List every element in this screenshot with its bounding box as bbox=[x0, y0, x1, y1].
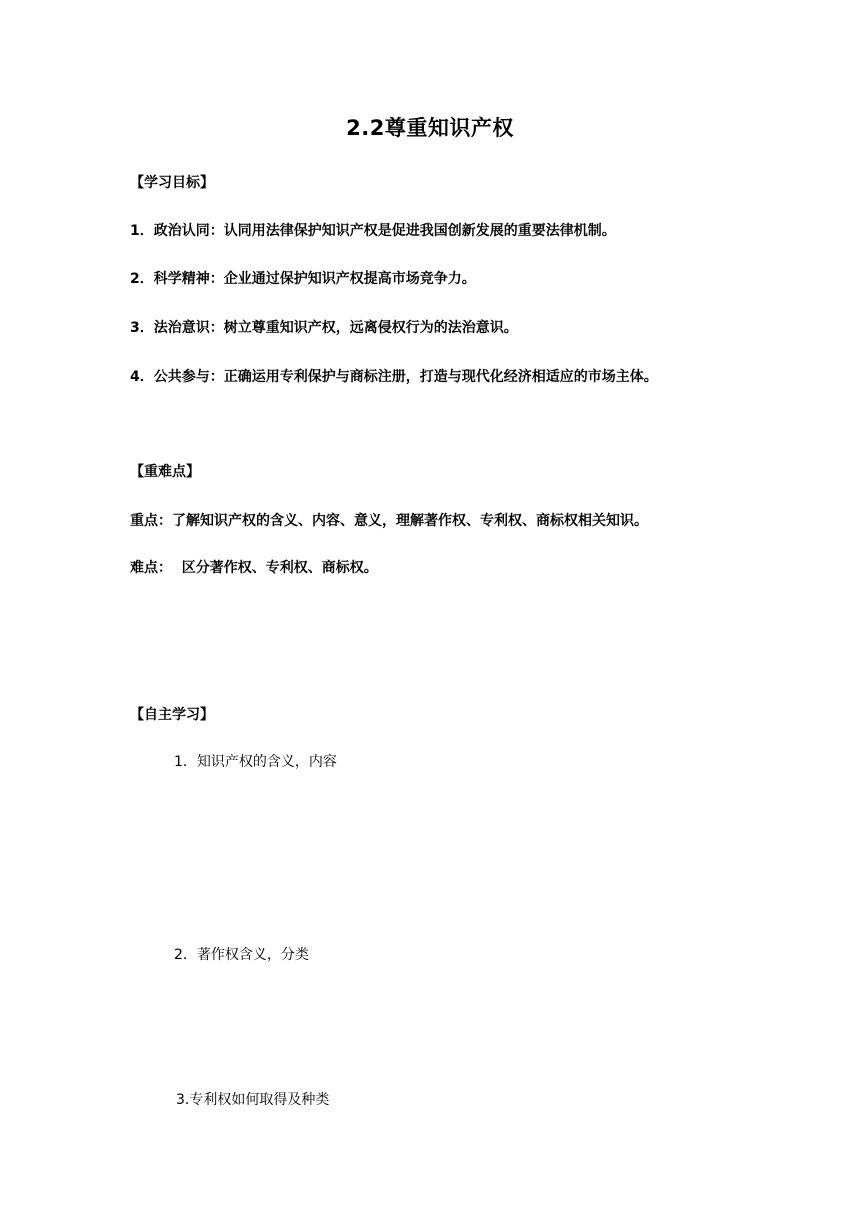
self-study-item-3: 3.专利权如何取得及种类 bbox=[176, 1092, 330, 1108]
objective-item-2: 2．科学精神：企业通过保护知识产权提高市场竞争力。 bbox=[130, 271, 476, 287]
objective-item-3: 3．法治意识：树立尊重知识产权，远离侵权行为的法治意识。 bbox=[130, 320, 518, 336]
self-study-item-2: 2．著作权含义，分类 bbox=[174, 947, 309, 963]
difficult-point-text: 难点： 区分著作权、专利权、商标权。 bbox=[130, 560, 378, 576]
objective-item-1: 1．政治认同：认同用法律保护知识产权是促进我国创新发展的重要法律机制。 bbox=[130, 223, 616, 239]
key-points-heading: 【重难点】 bbox=[130, 464, 200, 480]
document-title: 2.2尊重知识产权 bbox=[346, 116, 514, 140]
self-study-item-1: 1．知识产权的含义，内容 bbox=[174, 754, 337, 770]
objectives-heading: 【学习目标】 bbox=[130, 175, 214, 191]
key-point-text: 重点：了解知识产权的含义、内容、意义，理解著作权、专利权、商标权相关知识。 bbox=[130, 513, 648, 529]
self-study-heading: 【自主学习】 bbox=[130, 707, 214, 723]
objective-item-4: 4．公共参与：正确运用专利保护与商标注册，打造与现代化经济相适应的市场主体。 bbox=[130, 369, 658, 385]
